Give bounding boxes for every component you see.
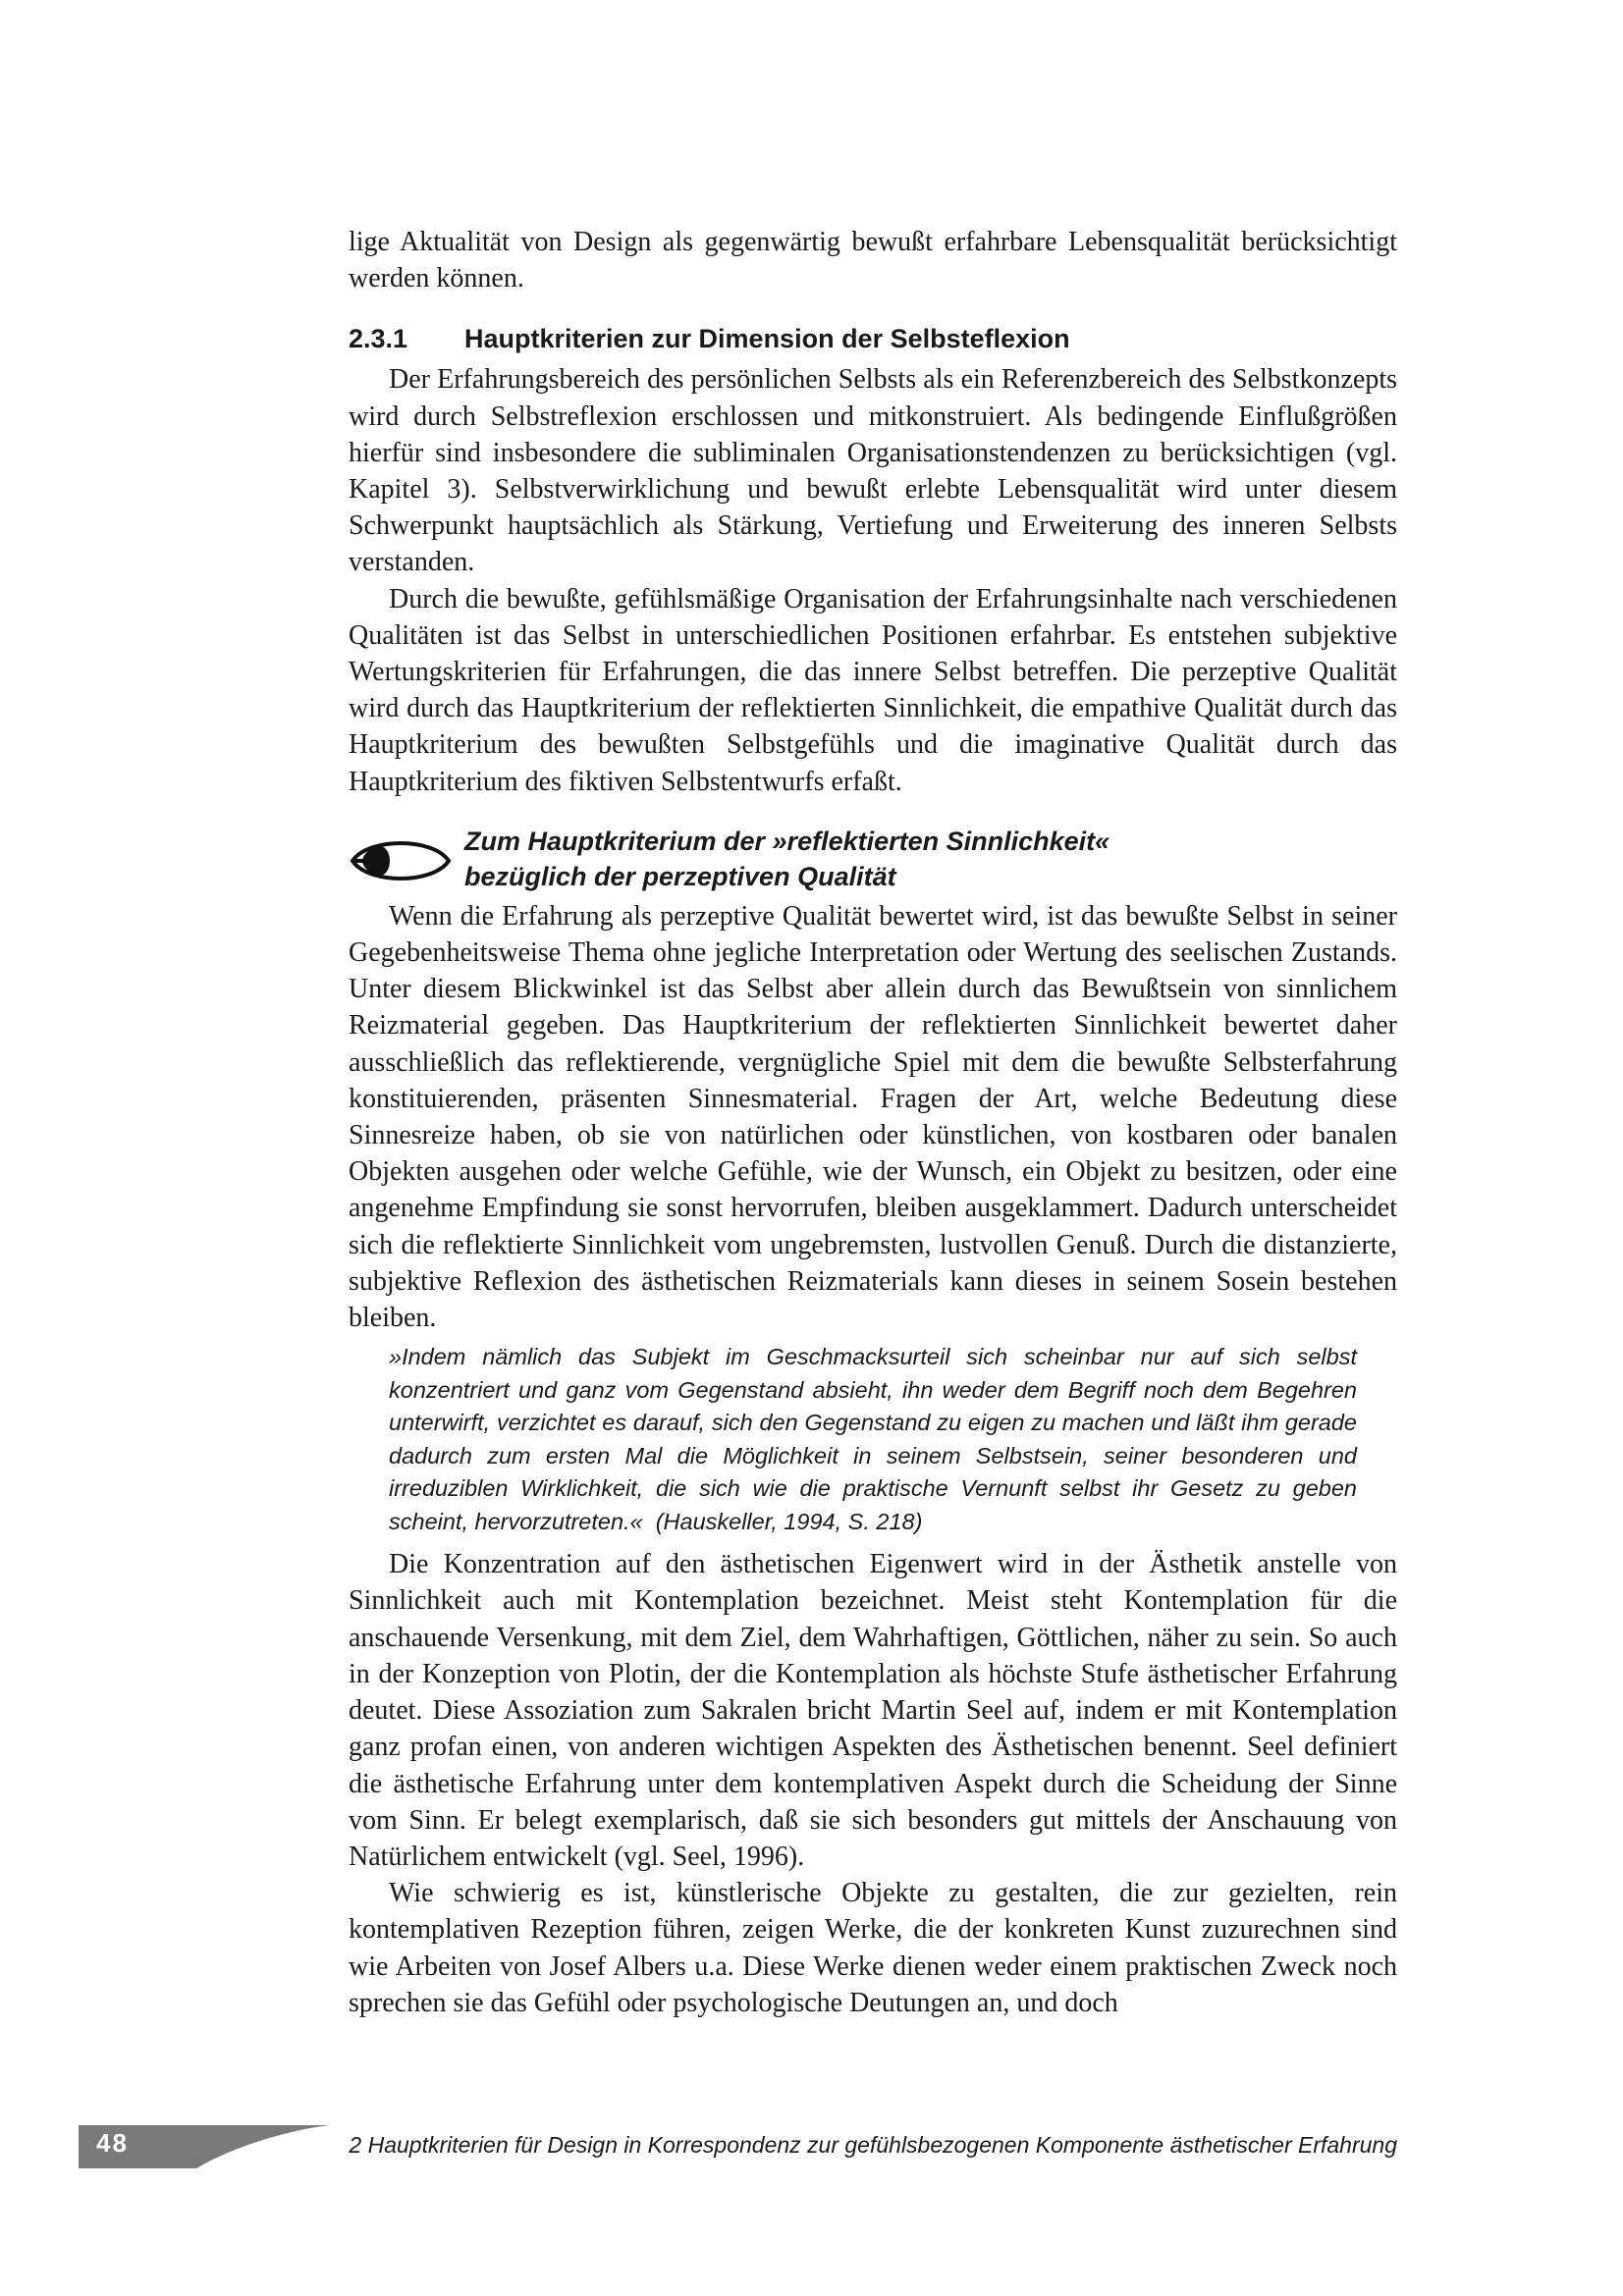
subheading-line-2: bezüglich der perzeptiven Qualität [464,861,896,891]
block-quote [389,1341,1357,1538]
section-number: 2.3.1 [349,324,408,354]
running-footer: 2 Hauptkriterien für Design in Korrespondenz zur gefühlsbezogenen Komponente ästhetischer Erfahrung [349,2132,1397,2158]
body-paragraph: Der Erfahrungsbereich des persönlichen Selbsts als ein Referenzbereich des Selbstkonzepts wird durch Selbstreflexion erschlossen und mitkonstruiert. Als bedingende Einflußgrößen hierfür sind insbesondere die subliminalen Organisationstendenzen zu berücksichtigen (vgl. Kapitel 3). Selbstverwirklichung und bewußt erlebte Lebensqualität wird unter diesem Schwerpunkt hauptsächlich als Stärkung, Vertiefung und Erweiterung des inneren Selbsts verstanden. [349,364,1397,578]
quote-text: »Indem nämlich das Subjekt im Geschmacksurteil sich scheinbar nur auf sich selbst konzentriert und ganz vom Gegenstand absieht, ihn weder dem Begriff noch dem Begehren unterwirft, verzichtet es darauf, sich den Gegenstand zu eigen zu machen und läßt ihm gerade dadurch zum ersten Mal die Möglichkeit in seinem Selbstsein, seiner besonderen und irreduziblen Wirklichkeit, die sich wie die praktische Vernunft selbst ihr Gesetz zu geben scheint, hervorzutreten.« [389,1344,1357,1534]
section-heading [349,322,1397,355]
body-paragraph: Durch die bewußte, gefühlsmäßige Organisation der Erfahrungsinhalte nach verschiedenen Qualitäten ist das Selbst in unterschiedlichen Positionen erfahrbar. Es entstehen subjektive Wertungskriterien für Erfahrungen, die das innere Selbst betreffen. Die perzeptive Qualität wird durch das Hauptkriterium der reflektierten Sinnlichkeit, die empathive Qualität durch das Hauptkriterium des bewußten Selbstgefühls und die imaginative Qualität durch das Hauptkriterium des fiktiven Selbstentwurfs erfaßt. [349,583,1397,797]
page-number: 48 [96,2128,129,2158]
body-paragraph: Die Konzentration auf den ästhetischen Eigenwert wird in der Ästhetik anstelle von Sinnlichkeit auch mit Kontemplation bezeichnet. Meist steht Kontemplation für die anschauende Versenkung, mit dem Ziel, dem Wahrhaftigen, Göttlichen, näher zu sein. So auch in der Konzeption von Plotin, der die Kontemplation als höchste Stufe ästhetischer Erfahrung deutet. Diese Assoziation zum Sakralen bricht Martin Seel auf, indem er mit Kontemplation ganz profan einen, von anderen wichtigen Aspekten des Ästhetischen benennt. Seel definiert die ästhetische Erfahrung unter dem kontemplativen Aspekt durch die Scheidung der Sinne vom Sinn. Er belegt exemplarisch, daß sie sich besonders gut mittels der Anschauung von Natürlichem entwickelt (vgl. Seel, 1996). [349,1549,1397,1872]
page-content [349,224,1397,2021]
subheading-block [349,824,1397,894]
eye-icon [349,833,453,888]
intro-paragraph: lige Aktualität von Design als gegenwärtig bewußt erfahrbare Lebensqualität berücksichtigt werden können. [349,227,1397,294]
body-paragraph: Wenn die Erfahrung als perzeptive Qualität bewertet wird, ist das bewußte Selbst in seiner Gegebenheitsweise Thema ohne jegliche Interpretation oder Wertung des seelischen Zustands. Unter diesem Blickwinkel ist das Selbst aber allein durch das Bewußtsein von sinnlichem Reizmaterial gegeben. Das Hauptkriterium der reflektierten Sinnlichkeit bewertet daher ausschließlich das reflektierende, vergnügliche Spiel mit dem die bewußte Selbsterfahrung konstituierenden, präsenten Sinnesmaterial. Fragen der Art, welche Bedeutung diese Sinnesreize haben, ob sie von natürlichen oder künstlichen, von kostbaren oder banalen Objekten ausgehen oder welche Gefühle, wie der Wunsch, ein Objekt zu besitzen, oder eine angenehme Empfindung sie sonst hervorrufen, bleiben ausgeklammert. Dadurch unterscheidet sich die reflektierte Sinnlichkeit vom ungebremsten, lustvollen Genuß. Durch die distanzierte, subjektive Reflexion des ästhetischen Reizmaterials kann dieses in seinem Sosein bestehen bleiben. [349,900,1397,1334]
quote-citation: (Hauskeller, 1994, S. 218) [655,1508,923,1534]
body-paragraph: Wie schwierig es ist, künstlerische Objekte zu gestalten, die zur gezielten, rein kontemplativen Rezeption führen, zeigen Werke, die der konkreten Kunst zuzurechnen sind wie Arbeiten von Josef Albers u.a. Diese Werke dienen weder einem praktischen Zweck noch sprechen sie das Gefühl oder psychologische Deutungen an, und doch [349,1878,1397,2018]
subheading-line-1: Zum Hauptkriterium der »reflektierten Sinnlichkeit« [464,826,1110,856]
section-title: Hauptkriterien zur Dimension der Selbsteflexion [464,324,1070,354]
